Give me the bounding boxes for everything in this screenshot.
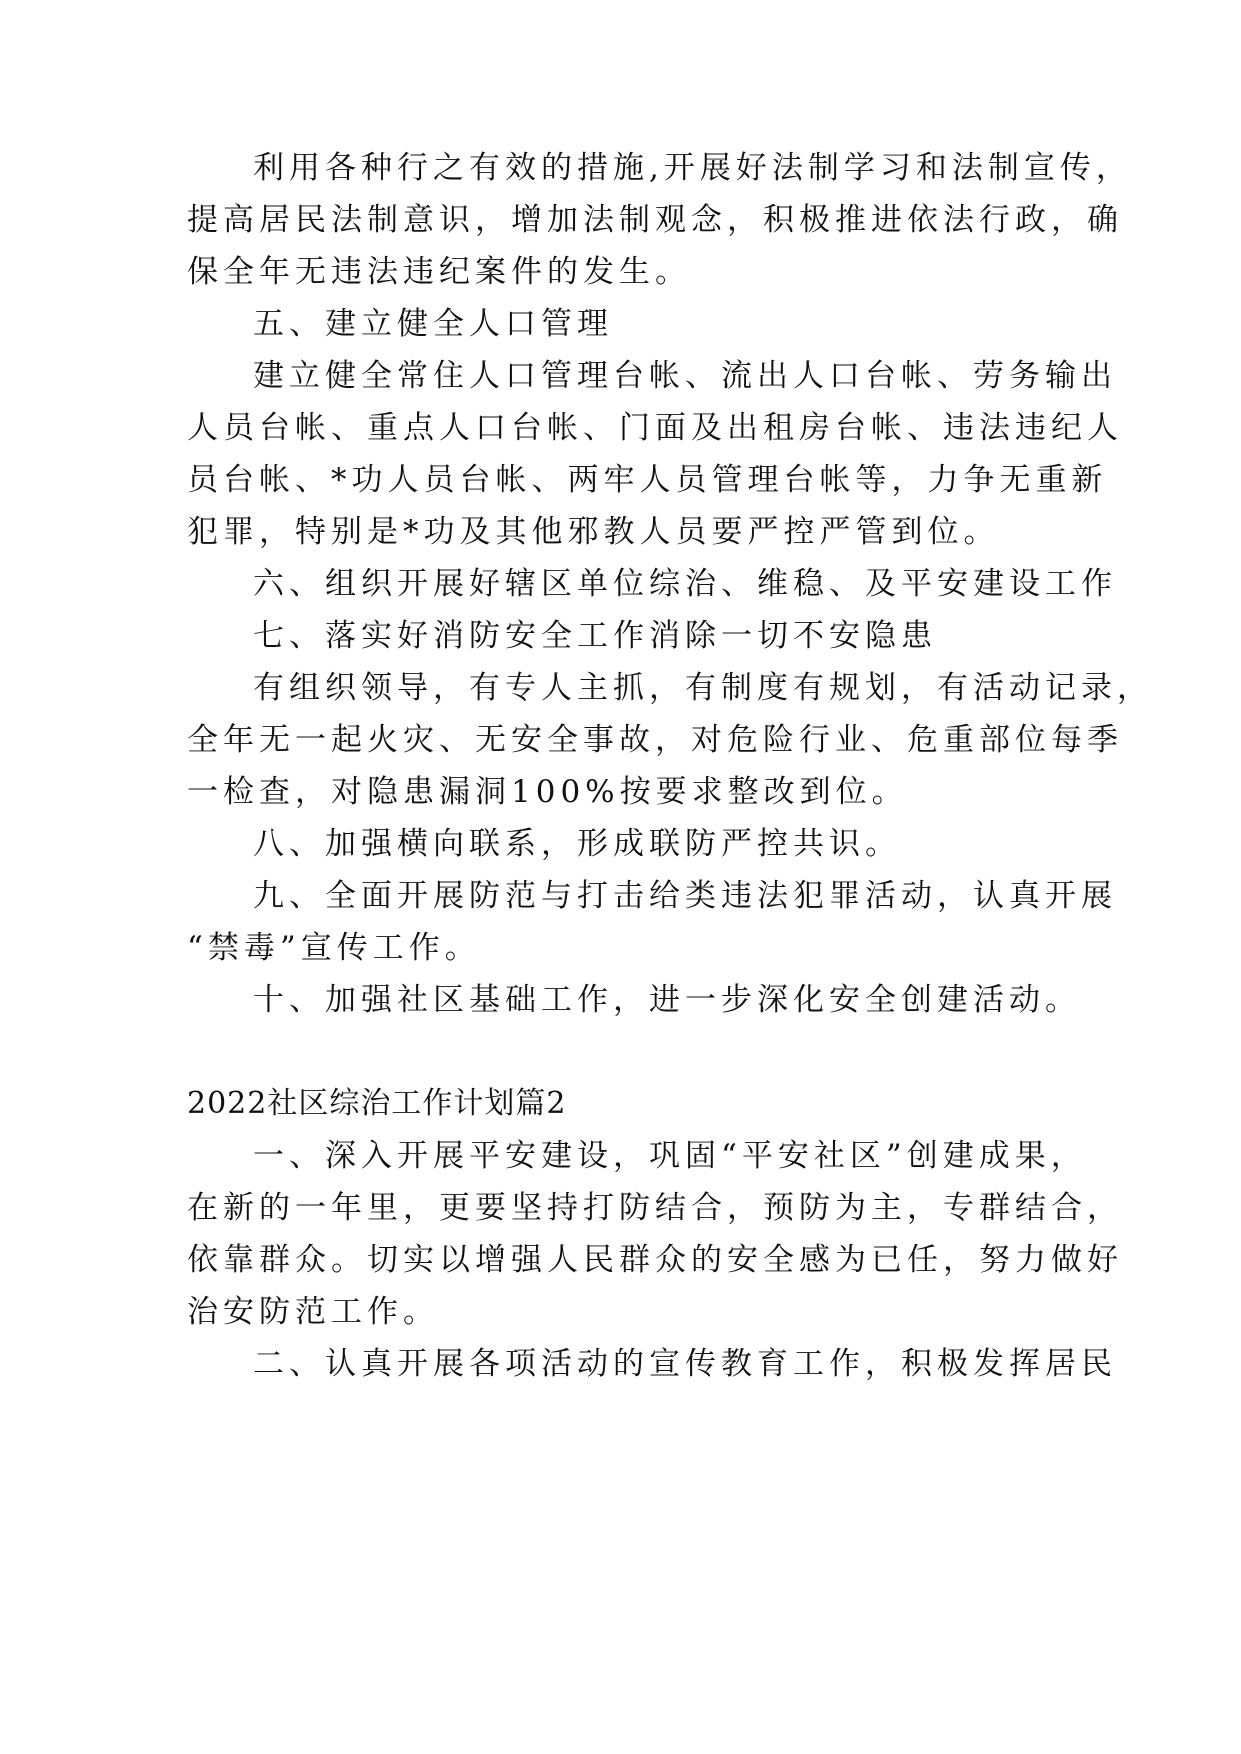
section-heading: 八、加强横向联系，形成联防严控共识。 xyxy=(253,826,901,862)
paragraph-line: 提高居民法制意识，增加法制观念，积极推进依法行政，确 xyxy=(187,202,1123,238)
paragraph-line: 员台帐、*功人员台帐、两牢人员管理台帐等，力争无重新 xyxy=(187,462,1108,498)
section-title: 2022社区综治工作计划篇2 xyxy=(187,1086,567,1121)
paragraph-line: 人员台帐、重点人口台帐、门面及出租房台帐、违法违纪人 xyxy=(187,410,1123,446)
section-heading: 十、加强社区基础工作，进一步深化安全创建活动。 xyxy=(253,982,1081,1018)
paragraph-line: 建立健全常住人口管理台帐、流出人口台帐、劳务输出 xyxy=(253,358,1117,394)
paragraph-line: 全年无一起火灾、无安全事故，对危险行业、危重部位每季 xyxy=(187,722,1123,758)
paragraph-line: 在新的一年里，更要坚持打防结合，预防为主，专群结合， xyxy=(187,1190,1123,1226)
paragraph-line: “禁毒”宣传工作。 xyxy=(187,930,481,966)
paragraph-line: 一、深入开展平安建设，巩固“平安社区”创建成果， xyxy=(253,1138,1087,1174)
section-heading: 七、落实好消防安全工作消除一切不安隐患 xyxy=(253,618,937,654)
paragraph-line: 有组织领导，有专人主抓，有制度有规划，有活动记录， xyxy=(253,670,1153,706)
paragraph-line: 保全年无违法违纪案件的发生。 xyxy=(187,254,691,290)
section-heading: 五、建立健全人口管理 xyxy=(253,306,613,342)
paragraph-line: 依靠群众。切实以增强人民群众的安全感为已任，努力做好 xyxy=(187,1242,1123,1278)
paragraph-line: 利用各种行之有效的措施,开展好法制学习和法制宣传， xyxy=(253,150,1132,186)
paragraph-line: 治安防范工作。 xyxy=(187,1294,439,1330)
paragraph-line: 二、认真开展各项活动的宣传教育工作，积极发挥居民 xyxy=(253,1346,1117,1382)
paragraph-line: 犯罪，特别是*功及其他邪教人员要严控严管到位。 xyxy=(187,514,1000,550)
section-heading: 六、组织开展好辖区单位综治、维稳、及平安建设工作 xyxy=(253,566,1117,602)
section-heading: 九、全面开展防范与打击给类违法犯罪活动，认真开展 xyxy=(253,878,1117,914)
paragraph-line: 一检查，对隐患漏洞100%按要求整改到位。 xyxy=(187,774,908,810)
